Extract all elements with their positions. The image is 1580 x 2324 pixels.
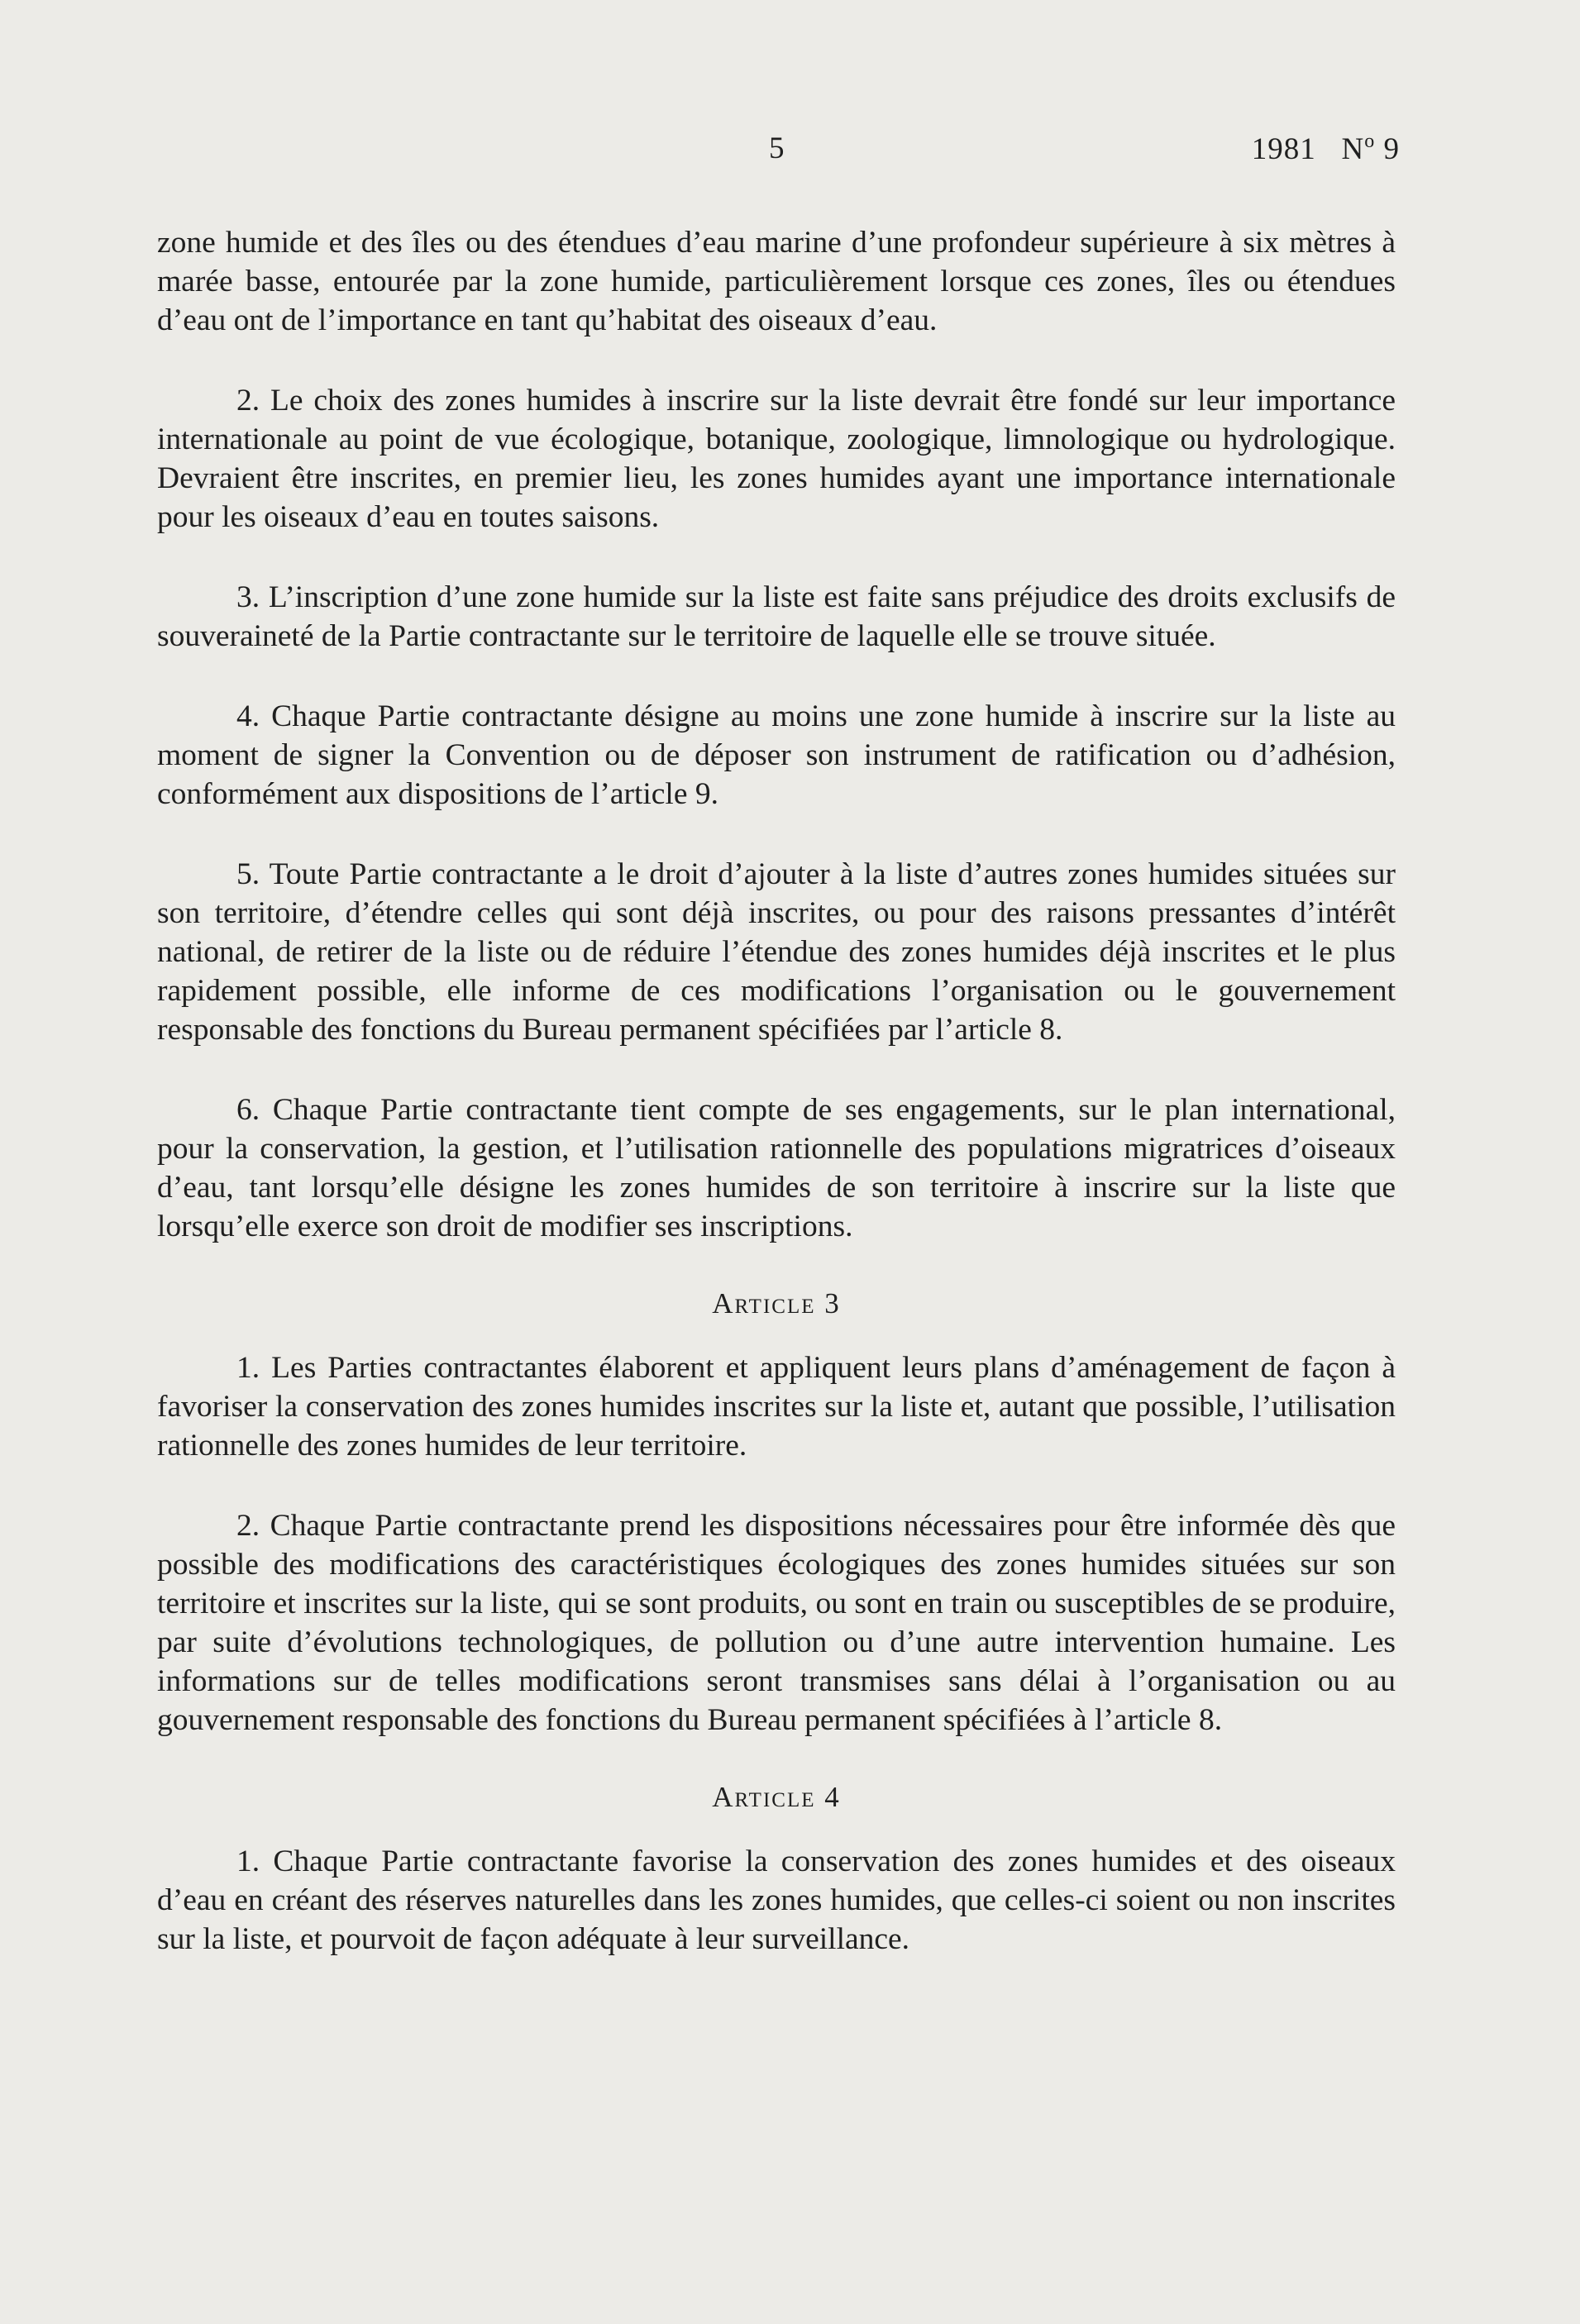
paragraph-2-4: 4. Chaque Partie contractante désigne au moins une zone humide à inscrire sur la liste au moment de signer la Convention ou de déposer son instrument de ratification ou d’adhésion, conformément aux dispositions de l’article 9. [157,699,1396,811]
paragraph-2-3: 3. L’inscription d’une zone humide sur la liste est faite sans préjudice des droits exclusifs de souveraineté de la Partie contractante sur le territoire de laquelle elle se trouve située. [157,580,1396,653]
page-number: 5 [769,131,785,165]
article-4-heading: Article 4 [712,1781,841,1813]
paragraph-2-5: 5. Toute Partie contractante a le droit d’ajouter à la liste d’autres zones humides situées sur son territoire, d’étendre celles qui sont déjà inscrites, ou pour des raisons pressantes d’intérêt national, de retirer de la liste ou de réduire l’étendue des zones humides déjà inscrites et le plus rapidement possible, elle informe de ces modifications l’organisation ou le gouvernement responsable des fonctions du Bureau permanent spécifiées par l’article 8. [157,857,1396,1047]
issue-prefix: N [1341,132,1365,166]
article-3-heading: Article 3 [712,1287,841,1319]
paragraph-continuation: zone humide et des îles ou des étendues d’eau marine d’une profondeur supérieure à six mètres à marée basse, entourée par la zone humide, particulièrement lorsque ces zones, îles ou étendues d’eau ont de l’importance en tant qu’habitat des oiseaux d’eau. [157,226,1396,337]
page-header [0,131,1580,180]
paragraph-3-1: 1. Les Parties contractantes élaborent et appliquent leurs plans d’aménagement de façon à favoriser la conservation des zones humides inscrites sur la liste et, autant que possible, l’utilisation rationnelle des zones humides de leur territoire. [157,1351,1396,1463]
paragraph-3-2: 2. Chaque Partie contractante prend les dispositions nécessaires pour être informée dès que possible des modifications des caractéristiques écologiques des zones humides situées sur son territoire et inscrites sur la liste, qui se sont produits, ou sont en train ou susceptibles de se produire, par suite d’évolutions technologiques, de pollution ou d’une autre intervention humaine. Les informations sur de telles modifications seront transmises sans délai à l’organisation ou au gouvernement responsable des fonctions du Bureau permanent spécifiées à l’article 8. [157,1509,1396,1737]
issue-prefix-sup: o [1364,131,1376,152]
issue-number: 9 [1383,132,1400,166]
paragraph-2-2: 2. Le choix des zones humides à inscrire sur la liste devrait être fondé sur leur importance internationale au point de vue écologique, botanique, zoologique, limnologique ou hydrologique. Devraient être inscrites, en premier lieu, les zones humides ayant une importance internationale pour les oiseaux d’eau en toutes saisons. [157,384,1396,534]
paragraph-2-6: 6. Chaque Partie contractante tient compte de ses engagements, sur le plan international, pour la conservation, la gestion, et l’utilisation rationnelle des populations migratrices d’oiseaux d’eau, tant lorsqu’elle désigne les zones humides de son territoire à inscrire sur la liste que lorsqu’elle exerce son droit de modifier ses inscriptions. [157,1093,1396,1243]
document-body [157,223,1396,2000]
paragraph-4-1: 1. Chaque Partie contractante favorise la conservation des zones humides et des oiseaux d’eau en créant des réserves naturelles dans les zones humides, que celles-ci soient ou non inscrites sur la liste, et pourvoit de façon adéquate à leur surveillance. [157,1844,1396,1956]
issue-reference [1252,131,1400,167]
issue-year: 1981 [1251,132,1316,166]
